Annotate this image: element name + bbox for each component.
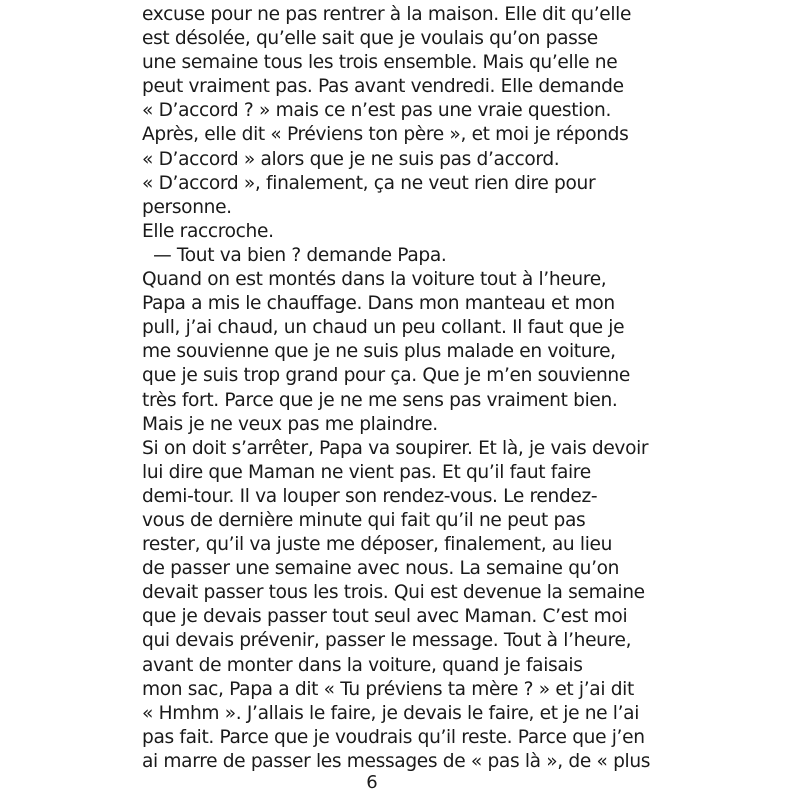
text-line: qui devais prévenir, passer le message. Tout à l’heure, (142, 630, 632, 652)
text-line: — Tout va bien ? demande Papa. (142, 244, 447, 266)
text-line: « D’accord », finalement, ça ne veut rien dire pour (142, 172, 596, 194)
text-line: Après, elle dit « Préviens ton père », et moi je réponds (142, 124, 629, 146)
text-line: Papa a mis le chauffage. Dans mon manteau et mon (142, 293, 615, 315)
text-line: lui dire que Maman ne vient pas. Et qu’il faut faire (142, 461, 591, 483)
text-line: avant de monter dans la voiture, quand je faisais (142, 654, 583, 676)
text-line: peut vraiment pas. Pas avant vendredi. Elle demande (142, 76, 624, 98)
text-line: est désolée, qu’elle sait que je voulais qu’on passe (142, 28, 598, 50)
text-line: de passer une semaine avec nous. La semaine qu’on (142, 558, 620, 580)
text-line: pas fait. Parce que je voudrais qu’il reste. Parce que j’en (142, 726, 645, 748)
text-line: devait passer tous les trois. Qui est devenue la semaine (142, 582, 645, 604)
text-line: très fort. Parce que je ne me sens pas vraiment bien. (142, 389, 618, 411)
text-line: Mais je ne veux pas me plaindre. (142, 413, 438, 435)
text-line: mon sac, Papa a dit « Tu préviens ta mère ? » et j’ai dit (142, 678, 634, 700)
text-line: que je devais passer tout seul avec Maman. C’est moi (142, 606, 628, 628)
text-line: « Hmhm ». J’allais le faire, je devais le faire, et je ne l’ai (142, 702, 640, 724)
page-number: 6 (366, 772, 378, 793)
text-line: « D’accord ? » mais ce n’est pas une vraie question. (142, 100, 612, 122)
text-line: Quand on est montés dans la voiture tout à l’heure, (142, 269, 607, 291)
text-line: personne. (142, 196, 232, 218)
text-line: une semaine tous les trois ensemble. Mais qu’elle ne (142, 52, 618, 74)
text-line: pull, j’ai chaud, un chaud un peu collant. Il faut que je (142, 317, 625, 339)
text-line: Si on doit s’arrêter, Papa va soupirer. Et là, je vais devoir (142, 437, 649, 459)
body-text (142, 3, 662, 774)
text-line: « D’accord » alors que je ne suis pas d’accord. (142, 148, 560, 170)
text-line: rester, qu’il va juste me déposer, finalement, au lieu (142, 534, 613, 556)
text-line: demi-tour. Il va louper son rendez-vous. Le rendez- (142, 485, 598, 507)
text-line: me souvienne que je ne suis plus malade en voiture, (142, 341, 616, 363)
text-line: excuse pour ne pas rentrer à la maison. Elle dit qu’elle (142, 4, 632, 25)
text-line: que je suis trop grand pour ça. Que je m’en souvienne (142, 365, 630, 387)
text-line: Elle raccroche. (142, 220, 274, 242)
text-line: vous de dernière minute qui fait qu’il ne peut pas (142, 509, 586, 531)
text-line: ai marre de passer les messages de « pas là », de « plus (142, 750, 651, 772)
